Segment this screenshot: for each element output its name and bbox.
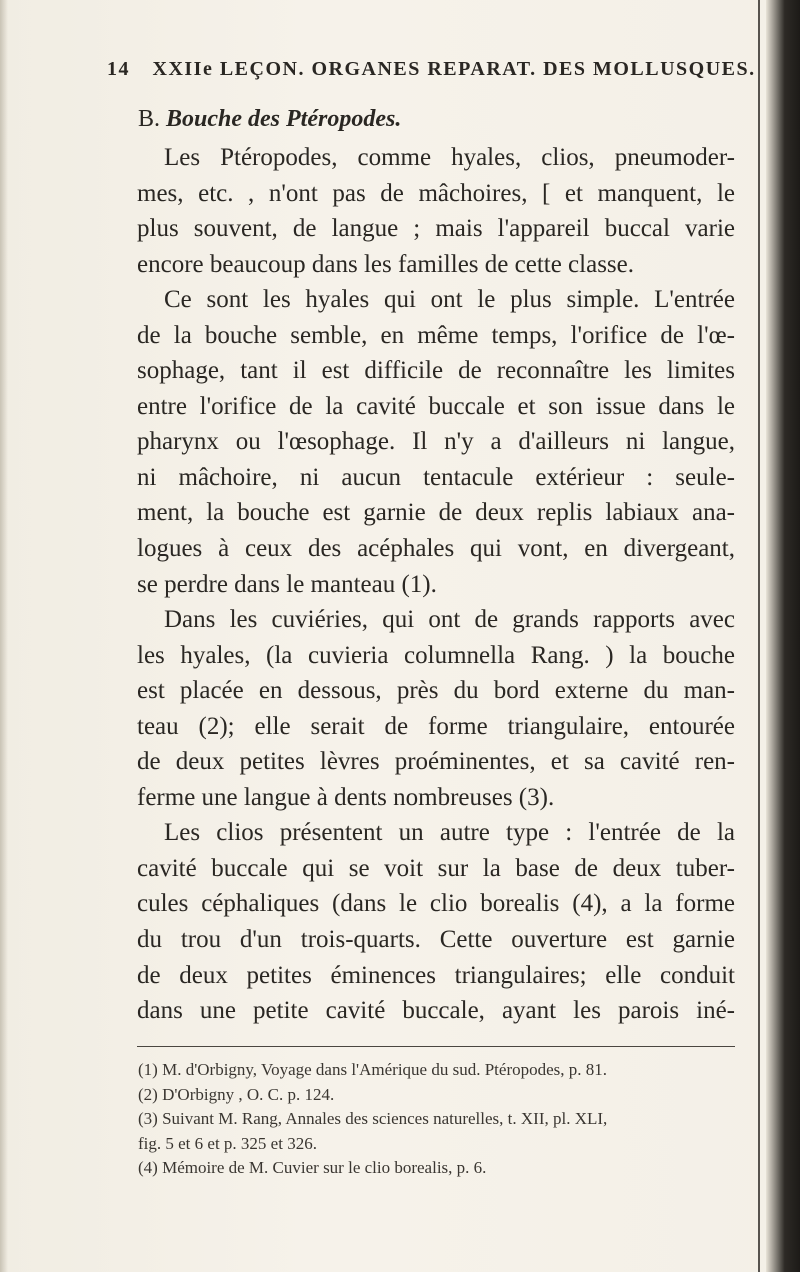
text-line: de la bouche semble, en même temps, l'orifice de l'œ- <box>137 321 735 349</box>
text-line: entre l'orifice de la cavité buccale et son issue dans le <box>137 392 735 420</box>
body-text <box>137 140 735 1029</box>
footnote-4: (4) Mémoire de M. Cuvier sur le clio borealis, p. 6. <box>138 1158 487 1177</box>
footnote-rule <box>137 1046 735 1047</box>
text-line: cules céphaliques (dans le clio borealis (4), a la forme <box>137 890 735 918</box>
text-line: encore beaucoup dans les familles de cette classe. <box>137 250 634 278</box>
running-header <box>107 58 756 81</box>
text-line: logues à ceux des acéphales qui vont, en divergeant, <box>137 535 735 563</box>
footnotes <box>138 1058 736 1181</box>
text-line: pharynx ou l'œsophage. Il n'y a d'ailleurs ni langue, <box>137 428 735 456</box>
footnote-1: (1) M. d'Orbigny, Voyage dans l'Amérique du sud. Ptéropodes, p. 81. <box>138 1060 608 1079</box>
text-line: de deux petites éminences triangulaires; elle conduit <box>137 961 735 989</box>
page-left-shadow <box>0 0 8 1272</box>
text-line: se perdre dans le manteau (1). <box>137 570 437 598</box>
text-line: est placée en dessous, près du bord externe du man- <box>137 677 735 705</box>
text-line: ment, la bouche est garnie de deux replis labiaux ana- <box>137 499 735 527</box>
text-line: ferme une langue à dents nombreuses (3). <box>137 783 555 811</box>
footnote-3: (3) Suivant M. Rang, Annales des sciences naturelles, t. XII, pl. XLI, <box>138 1109 608 1128</box>
page-edge-dark <box>766 0 800 1272</box>
text-line: teau (2); elle serait de forme triangulaire, entourée <box>137 712 735 740</box>
footnote-2: (2) D'Orbigny , O. C. p. 124. <box>138 1084 335 1104</box>
text-line: Dans les cuviéries, qui ont de grands rapports avec <box>164 606 735 634</box>
text-line: plus souvent, de langue ; mais l'appareil buccal varie <box>137 215 735 243</box>
binding-line <box>758 0 760 1272</box>
page-number: 14 <box>107 58 130 80</box>
text-line: Les clios présentent un autre type : l'entrée de la <box>164 819 735 847</box>
text-line: dans une petite cavité buccale, ayant les parois iné- <box>137 997 735 1025</box>
section-title: Bouche des Ptéropodes. <box>166 106 402 132</box>
section-heading <box>138 106 401 133</box>
running-title: XXIIe LEÇON. ORGANES REPARAT. DES MOLLUSQUES. <box>152 58 756 80</box>
footnote-3-continued: fig. 5 et 6 et p. 325 et 326. <box>138 1133 317 1153</box>
section-letter: B. <box>138 106 161 132</box>
text-line: cavité buccale qui se voit sur la base de deux tuber- <box>137 854 735 882</box>
text-line: sophage, tant il est difficile de reconnaître les limites <box>137 357 735 385</box>
text-line: Les Ptéropodes, comme hyales, clios, pneumoder- <box>164 144 735 171</box>
text-line: de deux petites lèvres proéminentes, et sa cavité ren- <box>137 748 735 776</box>
text-line: Ce sont les hyales qui ont le plus simple. L'entrée <box>164 286 735 314</box>
text-line: les hyales, (la cuvieria columnella Rang. ) la bouche <box>137 641 735 669</box>
text-line: mes, etc. , n'ont pas de mâchoires, [ et manquent, le <box>137 179 735 207</box>
text-line: ni mâchoire, ni aucun tentacule extérieur : seule- <box>137 463 735 491</box>
text-line: du trou d'un trois-quarts. Cette ouverture est garnie <box>137 926 735 954</box>
